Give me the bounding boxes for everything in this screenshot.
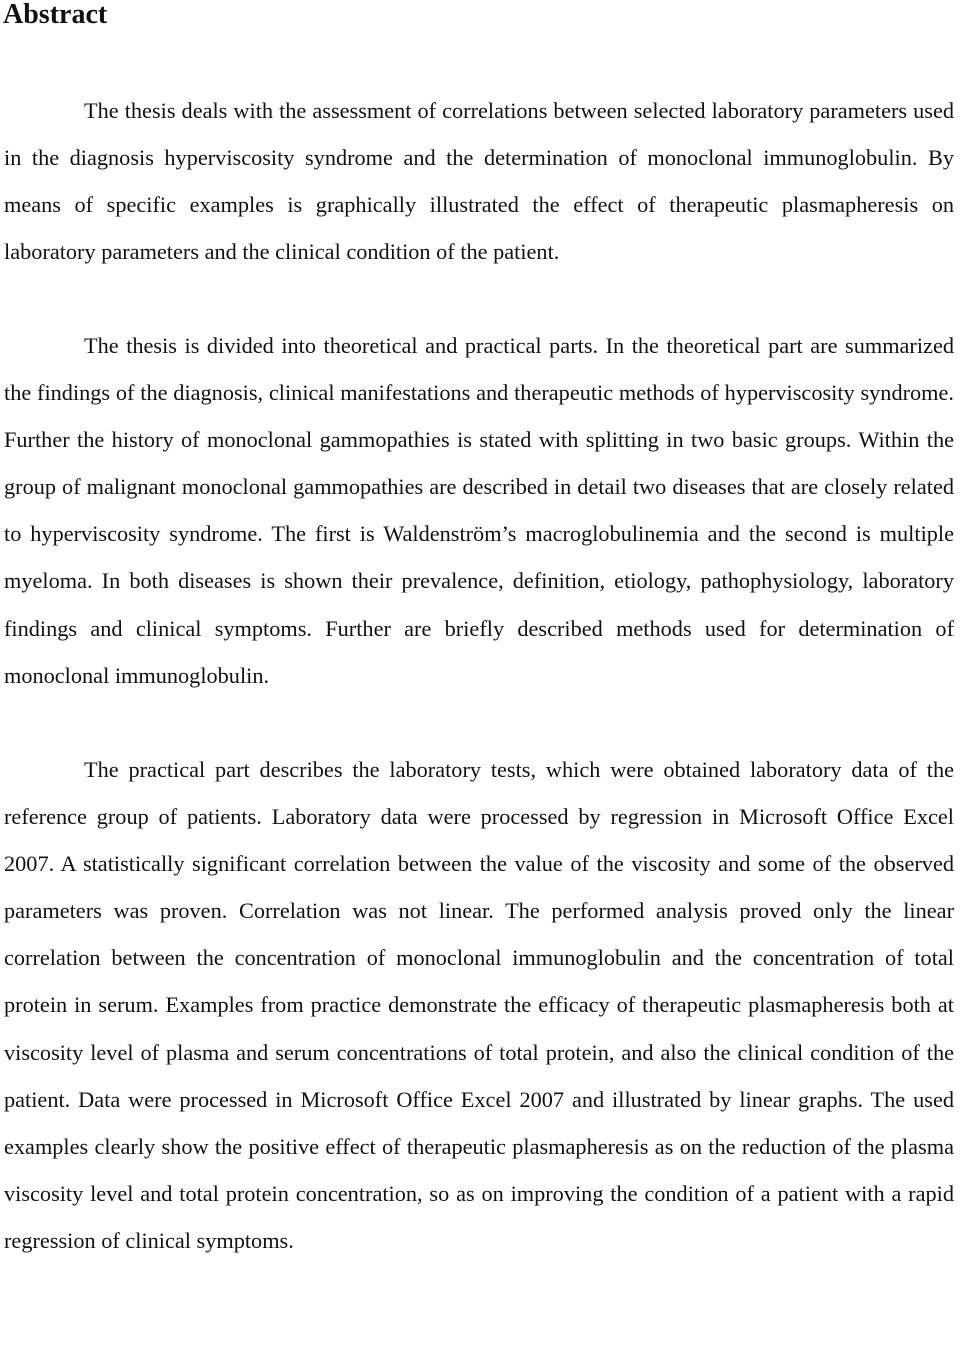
abstract-paragraph-2: The thesis is divided into theoretical and practical parts. In the theoretical part are summarized the findings of the diagnosis, clinical manifestations and therapeutic methods of hyperviscosity syndrome. Further the history of monoclonal gammopathies is stated with splitting in two basic groups. Within the group of malignant monoclonal gammopathies are described in detail two diseases that are closely related to hyperviscosity syndrome. The first is Waldenström’s macroglobulinemia and the second is multiple myeloma. In both diseases is shown their prevalence, definition, etiology, pathophysiology, laboratory findings and clinical symptoms. Further are briefly described methods used for determination of monoclonal immunoglobulin.	[4, 333, 954, 688]
abstract-paragraph-3: The practical part describes the laboratory tests, which were obtained laboratory data of the reference group of patients. Laboratory data were processed by regression in Microsoft Office Excel 2007. A statistically significant correlation between the value of the viscosity and some of the observed parameters was proven. Correlation was not linear. The performed analysis proved only the linear correlation between the concentration of monoclonal immunoglobulin and the concentration of total protein in serum. Examples from practice demonstrate the efficacy of therapeutic plasmapheresis both at viscosity level of plasma and serum concentrations of total protein, and also the clinical condition of the patient. Data were processed in Microsoft Office Excel 2007 and illustrated by linear graphs. The used examples clearly show the positive effect of therapeutic plasmapheresis as on the reduction of the plasma viscosity level and total protein concentration, so as on improving the condition of a patient with a rapid regression of clinical symptoms.	[4, 757, 954, 1253]
abstract-paragraph-1: The thesis deals with the assessment of correlations between selected laboratory parameters used in the diagnosis hyperviscosity syndrome and the determination of monoclonal immunoglobulin. By means of specific examples is graphically illustrated the effect of therapeutic plasmapheresis on laboratory parameters and the clinical condition of the patient.	[4, 98, 954, 265]
abstract-heading: Abstract	[3, 0, 108, 30]
